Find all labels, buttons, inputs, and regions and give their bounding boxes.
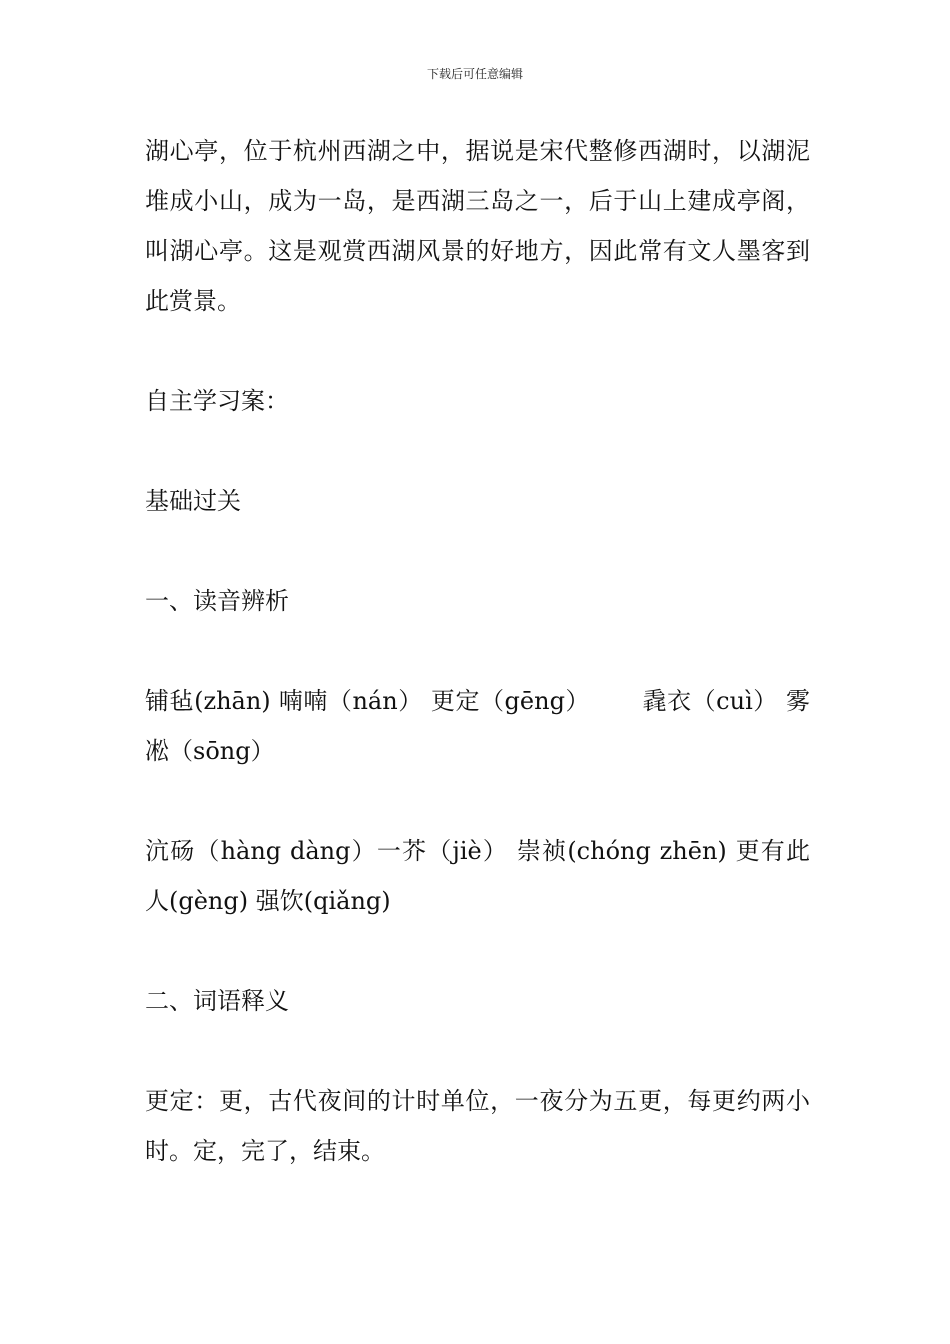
paragraph-gap bbox=[145, 926, 810, 976]
paragraph-gap bbox=[145, 776, 810, 826]
part2-heading: 二、词语释义 bbox=[145, 987, 289, 1015]
paragraph-gap bbox=[145, 1026, 810, 1076]
paragraph-gap bbox=[145, 526, 810, 576]
page-header-note: 下载后可任意编辑 bbox=[426, 67, 523, 81]
part1-heading: 一、读音辨析 bbox=[145, 587, 289, 615]
pronunciation-line-1 bbox=[145, 676, 810, 776]
paragraph-gap bbox=[145, 626, 810, 676]
pronunciation-line-1-b: 毳衣（cuì） 雾凇（sōng） bbox=[145, 687, 810, 765]
definition-paragraph: 更定：更，古代夜间的计时单位，一夜分为五更，每更约两小时。定，完了，结束。 bbox=[145, 1087, 810, 1165]
paragraph-gap bbox=[145, 426, 810, 476]
pronunciation-line-2: 沆砀（hàng dàng）一芥（jiè） 崇祯(chóng zhēn) 更有此人(gèng) 强饮(qiǎng) bbox=[145, 837, 810, 915]
intro-paragraph: 湖心亭，位于杭州西湖之中，据说是宋代整修西湖时，以湖泥堆成小山，成为一岛，是西湖三岛之一，后于山上建成亭阁，叫湖心亭。这是观赏西湖风景的好地方，因此常有文人墨客到此赏景。 bbox=[145, 137, 810, 315]
paragraph-gap bbox=[145, 326, 810, 376]
pronunciation-line-1-a: 铺毡(zhān) 喃喃（nán） 更定（gēng） bbox=[145, 687, 591, 715]
section-basics-title: 基础过关 bbox=[145, 487, 241, 515]
document-body bbox=[145, 126, 810, 1176]
section-self-study-title: 自主学习案： bbox=[145, 387, 289, 415]
